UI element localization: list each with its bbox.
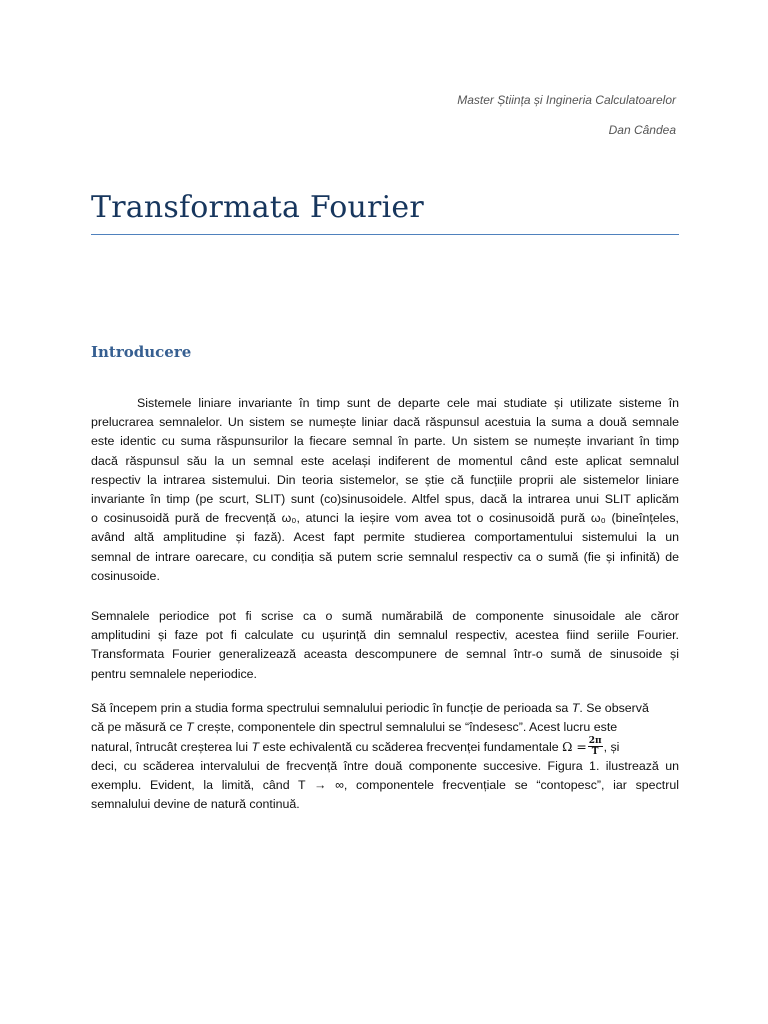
text-run: . Se observă bbox=[579, 701, 649, 715]
text-run: că pe măsură ce bbox=[91, 720, 187, 735]
text-run: este echivalentă cu scăderea frecvenței fundamentale bbox=[259, 740, 563, 755]
fraction-2pi-over-T bbox=[588, 736, 603, 757]
paragraph-line: este identic cu suma răspunsurilor la fiecare semnal în parte. Un sistem se numește invariant în timp bbox=[91, 434, 679, 449]
fraction-denominator: T bbox=[591, 746, 599, 757]
paragraph-line: având altă amplitudine și fază). Acest fapt permite studierea comportamentului sistemului la un bbox=[91, 530, 679, 545]
paragraph-line: o cosinusoidă pură de frecvență ω₀, atunci la ieșire vom avea tot o cosinusoidă pură ω₀ (bineînțeles, bbox=[91, 511, 679, 526]
document-title: Transformata Fourier bbox=[91, 190, 424, 225]
paragraph-line: exemplu. Evident, la limită, când T → ∞, componentele frecvențiale se “contopesc”, iar spectrul bbox=[91, 777, 679, 792]
paragraph-line: respectiv la intrarea sistemului. Din teoria sistemelor, se știe că funcțiile proprii ale sistemelor liniare bbox=[91, 472, 679, 487]
paragraph-line bbox=[91, 699, 679, 718]
omega-symbol: Ω = bbox=[562, 739, 587, 755]
paragraph-line: semnal de intrare oarecare, cu condiția să putem scrie semnalul respectiv ca o sumă (fie și infinită) de bbox=[91, 549, 679, 564]
paragraph-line: semnalului devine de natură continuă. bbox=[91, 796, 300, 811]
paragraph-line bbox=[91, 737, 679, 756]
section-heading: Introducere bbox=[91, 343, 192, 361]
text-run: crește, componentele din spectrul semnalului se “îndesesc”. Acest lucru este bbox=[193, 720, 618, 735]
title-underline bbox=[91, 234, 679, 235]
paragraph-line: Transformata Fourier generalizează aceasta descompunere de semnal într-o sumă de sinusoide și bbox=[91, 647, 679, 662]
paragraph-line: cosinusoide. bbox=[91, 568, 160, 583]
variable-T: T bbox=[571, 701, 580, 715]
paragraph-periodic bbox=[91, 607, 679, 684]
paragraph-line bbox=[91, 718, 679, 737]
paragraph-intro bbox=[91, 394, 679, 586]
paragraph-line: prelucrarea semnalelor. Un sistem se numește liniar dacă răspunsul acestuia la suma a două semnale bbox=[91, 415, 679, 430]
paragraph-line: Semnalele periodice pot fi scrise ca o sumă numărabilă de componente sinusoidale ale căror bbox=[91, 609, 679, 623]
text-run: Să începem prin a studia forma spectrului semnalului periodic în funcție de perioada sa bbox=[91, 701, 572, 715]
fraction-numerator: 2π bbox=[588, 735, 602, 746]
text-run: natural, întrucât creșterea lui bbox=[91, 740, 252, 755]
header-author: Dan Cândea bbox=[608, 123, 676, 137]
variable-T: T bbox=[186, 720, 194, 735]
paragraph-line: dacă răspunsul său la un semnal este același indiferent de momentul când este aplicat semnalul bbox=[91, 453, 679, 468]
variable-T: T bbox=[251, 740, 260, 755]
paragraph-line: invariante în timp (pe scurt, SLIT) sunt (co)sinusoidele. Altfel spus, dacă la intrarea unui SLIT aplicăm bbox=[91, 491, 679, 506]
paragraph-spectrum bbox=[91, 699, 679, 814]
header-program: Master Știința și Ingineria Calculatoarelor bbox=[457, 93, 676, 107]
paragraph-line: amplitudini și faze pot fi calculate cu ușurință din semnalul respectiv, acestea fiind seriile Fourier. bbox=[91, 628, 679, 643]
paragraph-line: deci, cu scăderea intervalului de frecvență între două componente succesive. Figura 1. ilustrează un bbox=[91, 758, 679, 773]
text-run: , și bbox=[603, 740, 620, 755]
paragraph-line: pentru semnalele neperiodice. bbox=[91, 666, 258, 681]
paragraph-line: Sistemele liniare invariante în timp sunt de departe cele mai studiate și utilizate sisteme în bbox=[137, 396, 679, 410]
